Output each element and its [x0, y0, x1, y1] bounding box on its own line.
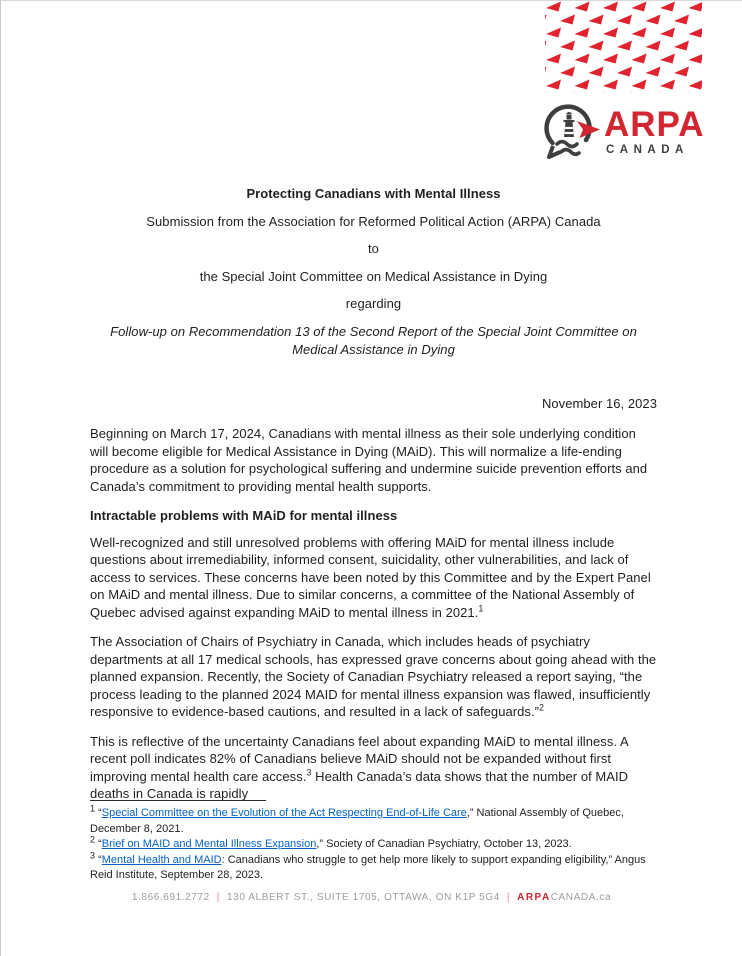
paragraph-3-text: The Association of Chairs of Psychiatry in Canada, which includes heads of psychiatry departments at all 17 medical schools, has expressed grave concerns about going ahead with the planned expansion. Recently, the Society of Canadian Psychiatry released a report saying, “the process leading to the planned 2024 MAID for mental illness expansion was flawed, insufficiently responsive to evidence-based cautions, and resulted in a lack of safeguards.”: [90, 634, 657, 719]
footnote-3-post: : Canadians who struggle to get help more likely to support expanding eligibility,” Angus Reid Institute, September 28, 2023.: [90, 853, 646, 881]
to-line: to: [368, 241, 379, 256]
logo-brand-text: ARPA: [604, 105, 705, 144]
footnote-1-link[interactable]: Special Committee on the Evolution of the Act Respecting End-of-Life Care: [101, 807, 467, 819]
website-brand: ARPA: [517, 892, 551, 903]
subject-line: Follow-up on Recommendation 13 of the Second Report of the Special Joint Committee on Medical Assistance in Dying: [110, 323, 637, 357]
lighthouse-icon: [540, 100, 600, 164]
footnote-ref-1: 1: [478, 603, 484, 614]
phone-number: 1.866.691.2772: [131, 892, 210, 903]
document-content: [90, 185, 657, 815]
footnote-3-pre: “: [98, 853, 102, 866]
paragraph-4-text-b: Health Canada’s data shows that the number of MAID deaths in Canada is rapidly: [90, 768, 629, 801]
document-title: Protecting Canadians with Mental Illness: [246, 186, 501, 201]
footer-separator-1: |: [216, 892, 220, 903]
footnote-2-number: 2: [90, 834, 96, 845]
paragraph-1: [90, 425, 657, 495]
footnote-2: [90, 834, 657, 853]
paragraph-4-text-a: This is reflective of the uncertainty Canadians feel about expanding MAiD to mental illness. A recent poll indicates 82% of Canadians believe MAiD should not be expanded without first improving mental health care access.: [90, 733, 628, 784]
logo-country-text: CANADA: [606, 144, 689, 156]
paragraph-3: [90, 633, 657, 721]
address: 130 ALBERT ST., SUITE 1705, OTTAWA, ON K1P 5G4: [227, 892, 500, 903]
footnote-ref-2: 2: [539, 702, 545, 713]
paragraph-4: [90, 733, 657, 803]
footnote-separator: [90, 800, 266, 801]
footnote-3-number: 3: [90, 849, 96, 860]
website: [517, 892, 611, 903]
section-heading: Intractable problems with MAiD for mental illness: [90, 508, 398, 523]
paragraph-2: [90, 534, 657, 622]
footnote-1-pre: “: [98, 807, 102, 819]
footnotes-section: [90, 800, 657, 884]
paragraph-1-text: Beginning on March 17, 2024, Canadians with mental illness as their sole underlying condition will become eligible for Medical Assistance in Dying (MAiD). This will normalize a life-ending procedure as a solution for psychological suffering and undermine suicide prevention efforts and Canada’s commitment to providing mental health supports.: [90, 426, 648, 494]
footnote-1-post: ,” National Assembly of Quebec, December 8, 2021.: [90, 807, 624, 835]
footnote-3: [90, 849, 657, 884]
website-tld: .ca: [595, 892, 612, 903]
footnote-2-link[interactable]: Brief on MAID and Mental Illness Expansion: [101, 838, 317, 850]
footnote-2-post: ,” Society of Canadian Psychiatry, October 13, 2023.: [316, 838, 572, 850]
document-date: November 16, 2023: [541, 395, 657, 411]
footer-separator-2: |: [506, 892, 511, 903]
regarding-line: regarding: [345, 296, 402, 311]
committee-line: the Special Joint Committee on Medical Assistance in Dying: [199, 268, 548, 284]
footnote-ref-3: 3: [306, 767, 312, 778]
submission-line: Submission from the Association for Reformed Political Action (ARPA) Canada: [146, 213, 601, 229]
arpa-logo: [540, 100, 705, 164]
triangle-pattern-decoration: [545, 1, 702, 93]
paragraph-2-text: Well-recognized and still unresolved problems with offering MAiD for mental illness include questions about irremediability, informed consent, suicidality, other vulnerabilities, and lack of access to services. These concerns have been noted by this Committee and by the Expert Panel on MAiD and mental illness. Due to similar concerns, a committee of the National Assembly of Quebec advised against expanding MAiD to mental illness in 2021.: [90, 534, 651, 620]
website-rest: CANADA: [550, 892, 596, 903]
footnote-2-pre: “: [98, 838, 102, 850]
logo-wordmark: [604, 105, 705, 156]
footnote-1-number: 1: [90, 803, 96, 814]
footnote-1: [90, 803, 657, 837]
footnote-3-link[interactable]: Mental Health and MAID: [101, 853, 222, 866]
page-footer: [1, 892, 742, 903]
